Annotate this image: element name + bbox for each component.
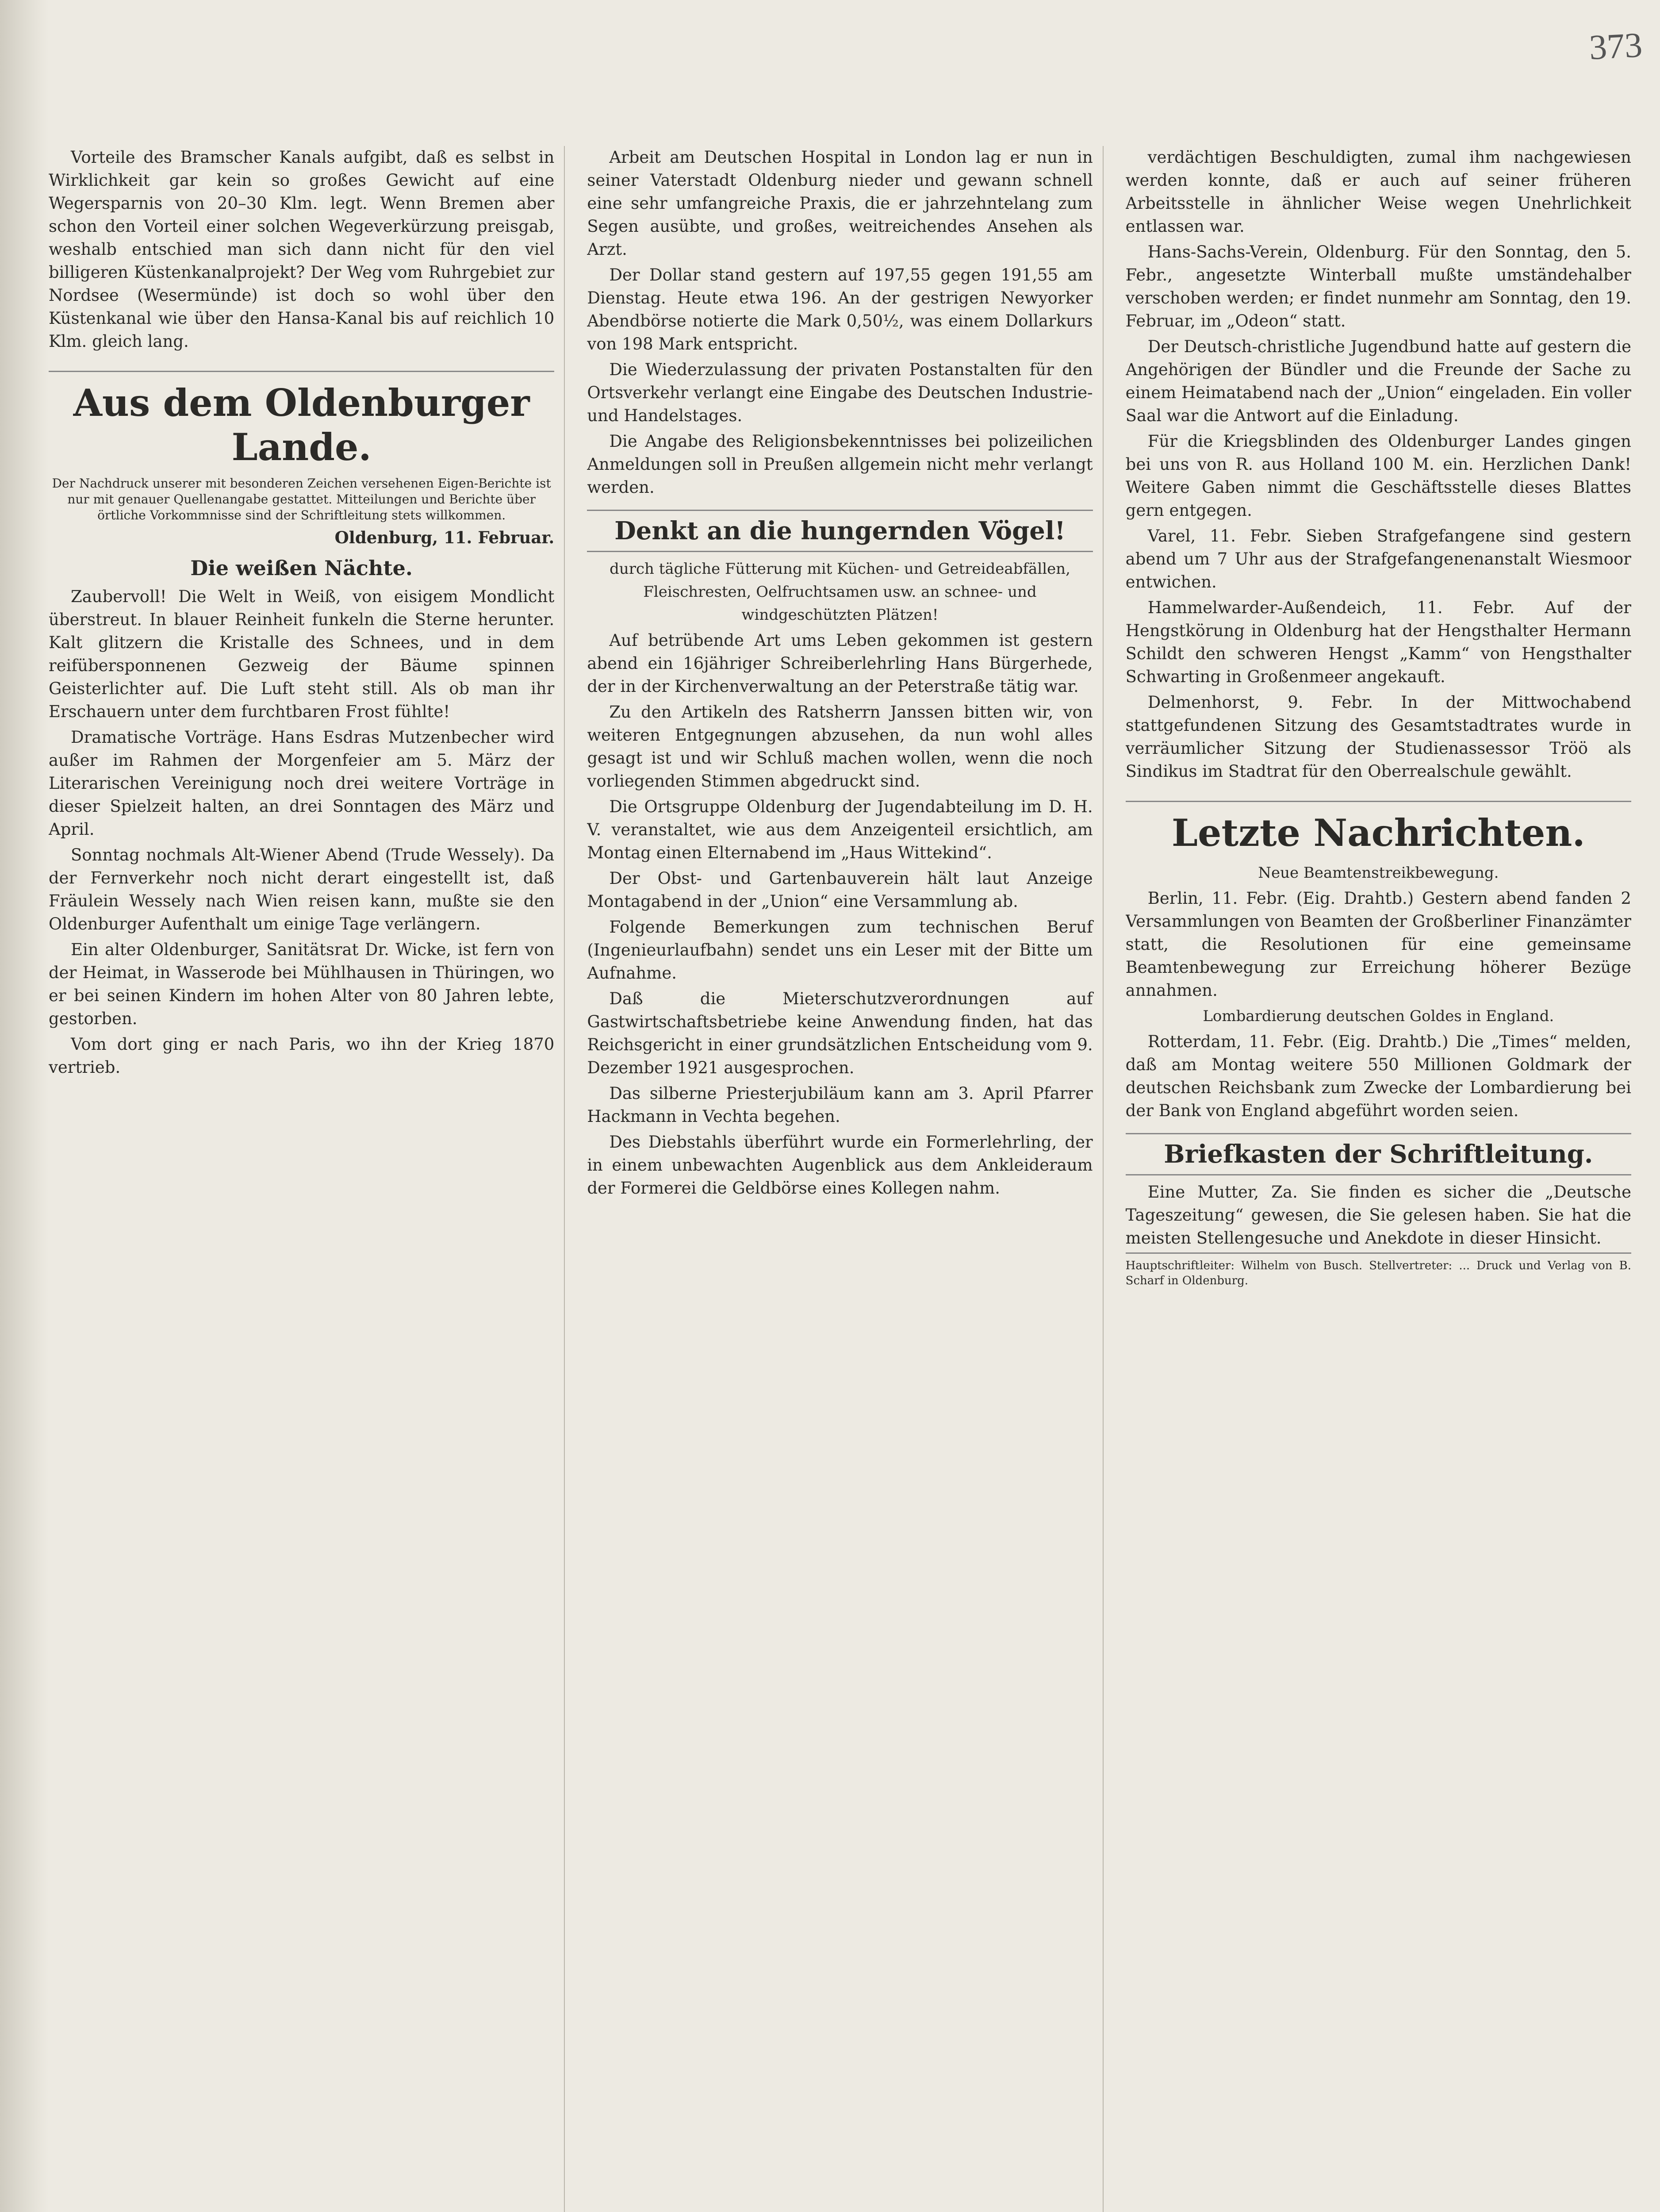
news-item: Das silberne Priesterjubiläum kann am 3. April Pfarrer Hackmann in Vechta begehen. [587, 1084, 1093, 1126]
section-title: Letzte Nachrichten. [1126, 801, 1631, 855]
news-item: Delmenhorst, 9. Febr. In der Mittwochabend stattgefundenen Sitzung des Gesamtstadtrates wurde in verräumlicher Sitzung der Studienassessor Tröö als Sindikus im Stadtrat für den Oberrealschule gewählt. [1125, 693, 1631, 781]
letters-text: Eine Mutter, Za. Sie finden es sicher die „Deutsche Tageszeitung“ gewesen, die Sie gelesen haben. Sie hat die meisten Stellengesuche und Anekdote in dieser Hinsicht. [1125, 1183, 1631, 1248]
news-item: Die Angabe des Religionsbekenntnisses bei polizeilichen Anmeldungen soll in Preußen allgemein nicht mehr verlangt werden. [587, 432, 1093, 497]
article-columns [49, 146, 1641, 2212]
dateline: Oldenburg, 11. Februar. [334, 528, 555, 547]
news-item: Die Ortsgruppe Oldenburg der Jugendabteilung im D. H. V. veranstaltet, wie aus dem Anzeigenteil ersichtlich, am Montag einen Elternabend im „Haus Wittekind“. [587, 797, 1093, 862]
article-text: Vorteile des Bramscher Kanals aufgibt, daß es selbst in Wirklichkeit gar kein so großes Gewicht auf eine Wegersparnis von 20–30 Klm. legt. Wenn Bremen aber schon den Vorteil einer solchen Wegeverkürzung preisgab, weshalb entschied man sich dann nicht für den viel billigeren Küstenkanalprojekt? Der Weg vom Ruhrgebiet zur Nordsee (Wesermünde) ist doch so wohl über den Küstenkanal wie über den Hansa-Kanal bis auf reichlich 10 Klm. gleich lang. [49, 148, 555, 351]
news-item: Ein alter Oldenburger, Sanitätsrat Dr. Wicke, ist fern von der Heimat, in Wasserode bei Mühlhausen in Thüringen, wo er bei seinen Kindern im hohen Alter von 80 Jahren lebte, gestorben. [49, 940, 555, 1028]
article-text: verdächtigen Beschuldigten, zumal ihm nachgewiesen werden konnte, daß er auch auf seiner früheren Arbeitsstelle in ähnlicher Weise wegen Unehrlichkeit entlassen war. [1125, 148, 1631, 236]
article-text: Vom dort ging er nach Paris, wo ihn der Krieg 1870 vertrieb. [49, 1035, 555, 1077]
news-item: Berlin, 11. Febr. (Eig. Drahtb.) Gestern abend fanden 2 Versammlungen von Beamten der Großberliner Finanzämter statt, die Resolutionen für eine gemeinsame Beamtenbewegung zur Erreichung höherer Bezüge annahmen. [1125, 889, 1631, 1000]
news-item: Rotterdam, 11. Febr. (Eig. Drahtb.) Die „Times“ melden, daß am Montag weitere 550 Millionen Goldmark der deutschen Reichsbank zum Zwecke der Lombardierung bei der Bank von England abgeführt worden seien. [1125, 1032, 1631, 1120]
box-text: durch tägliche Fütterung mit Küchen- und Getreideabfällen, Fleischresten, Oelfruchtsamen usw. an schnee- und windgeschützten Plätzen! [610, 560, 1070, 624]
article-text: Arbeit am Deutschen Hospital in London lag er nun in seiner Vaterstadt Oldenburg nieder und gewann schnell eine sehr umfangreiche Praxis, die er jahrzehntelang zum Segen ausübte, und großes, weitreichendes Ansehen als Arzt. [587, 148, 1093, 259]
news-item: Die Wiederzulassung der privaten Postanstalten für den Ortsverkehr verlangt eine Eingabe des Deutschen Industrie- und Handelstages. [587, 360, 1093, 425]
news-item: Varel, 11. Febr. Sieben Strafgefangene sind gestern abend um 7 Uhr aus der Strafgefangenenanstalt Wiesmoor entwichen. [1125, 526, 1631, 591]
news-item: Auf betrübende Art ums Leben gekommen ist gestern abend ein 16jähriger Schreiberlehrling Hans Bürgerhede, der in der Kirchenverwaltung an der Peterstraße tätig war. [587, 631, 1093, 696]
section-title: Aus dem Oldenburger Lande. [49, 371, 554, 469]
letters-title: Briefkasten der Schriftleitung. [1126, 1133, 1631, 1175]
news-item: Der Dollar stand gestern auf 197,55 gegen 191,55 am Dienstag. Heute etwa 196. An der gestrigen Newyorker Abendbörse notierte die Mark 0,50½, was einem Dollarkurs von 198 Mark entspricht. [587, 265, 1093, 353]
page-edge-shadow [0, 0, 49, 2212]
column-3 [1126, 146, 1641, 2212]
box-title: Denkt an die hungernden Vögel! [587, 510, 1093, 552]
column-2 [587, 146, 1103, 2212]
feature-text: Zaubervoll! Die Welt in Weiß, von eisigem Mondlicht überstreut. In blauer Reinheit funkeln die Sterne herunter. Kalt glitzern die Kristalle des Schnees, und in dem reifübersponnenen Gezweig der Bäume spinnen Geisterlichter auf. Die Luft steht still. Als ob man ihr Erschauern unter dem furchtbaren Frost fühlte! [49, 587, 555, 721]
news-item: Folgende Bemerkungen zum technischen Beruf (Ingenieurlaufbahn) sendet uns ein Leser mit der Bitte um Aufnahme. [587, 918, 1093, 983]
subheading: Neue Beamtenstreikbewegung. [1258, 864, 1499, 882]
news-item: Für die Kriegsblinden des Oldenburger Landes gingen bei uns von R. aus Holland 100 M. ein. Herzlichen Dank! Weitere Gaben nimmt die Geschäftsstelle dieses Blattes gern entgegen. [1125, 432, 1631, 520]
subheading: Lombardierung deutschen Goldes in England. [1203, 1007, 1554, 1025]
news-item: Der Obst- und Gartenbauverein hält laut Anzeige Montagabend in der „Union“ eine Versammlung ab. [587, 869, 1093, 911]
reprint-notice: Der Nachdruck unserer mit besonderen Zeichen versehenen Eigen-Berichte ist nur mit genauer Quellenangabe gestattet. Mitteilungen und Berichte über örtliche Vorkommnisse sind der Schriftleitung stets willkommen. [52, 476, 551, 522]
news-item: Daß die Mieterschutzverordnungen auf Gastwirtschaftsbetriebe keine Anwendung finden, hat das Reichsgericht in einer grundsätzlichen Entscheidung vom 9. Dezember 1921 ausgesprochen. [587, 989, 1093, 1077]
news-item: Hammelwarder-Außendeich, 11. Febr. Auf der Hengstkörung in Oldenburg hat der Hengsthalter Hermann Schildt den schweren Hengst „Kamm“ von Hengsthalter Schwarting in Großenmeer angekauft. [1125, 598, 1631, 686]
page-number: 373 [1588, 25, 1644, 68]
column-1 [49, 146, 565, 2212]
feature-title: Die weißen Nächte. [190, 556, 413, 580]
news-item: Sonntag nochmals Alt-Wiener Abend (Trude Wessely). Da der Fernverkehr noch nicht derart eingestellt ist, daß Fräulein Wessely nach Wien reisen kann, mußte sie den Oldenburger Aufenthalt um einige Tage verlängern. [49, 845, 555, 933]
news-item: Zu den Artikeln des Ratsherrn Janssen bitten wir, von weiteren Entgegnungen abzusehen, da nun wohl alles gesagt ist und wir Schluß machen wollen, wenn die noch vorliegenden Stimmen abgedruckt sind. [587, 703, 1093, 791]
news-item: Der Deutsch-christliche Jugendbund hatte auf gestern die Angehörigen der Bündler und die Freunde der Sache zu einem Heimatabend nach der „Union“ eingeladen. Ein voller Saal war die Antwort auf die Einladung. [1125, 337, 1631, 425]
news-item: Des Diebstahls überführt wurde ein Formerlehrling, der in einem unbewachten Augenblick aus dem Ankleideraum der Formerei die Geldbörse eines Kollegen nahm. [587, 1133, 1093, 1198]
news-item: Hans-Sachs-Verein, Oldenburg. Für den Sonntag, den 5. Febr., angesetzte Winterball mußte umständehalber verschoben werden; er findet nunmehr am Sonntag, den 19. Februar, im „Odeon“ statt. [1125, 242, 1631, 330]
news-item: Dramatische Vorträge. Hans Esdras Mutzenbecher wird außer im Rahmen der Morgenfeier am 5. März der Literarischen Vereinigung noch drei weitere Vorträge in dieser Spielzeit halten, an drei Sonntagen des März und April. [49, 728, 555, 839]
imprint: Hauptschriftleiter: Wilhelm von Busch. Stellvertreter: ... Druck und Verlag von B. Scharf in Oldenburg. [1126, 1252, 1631, 1288]
